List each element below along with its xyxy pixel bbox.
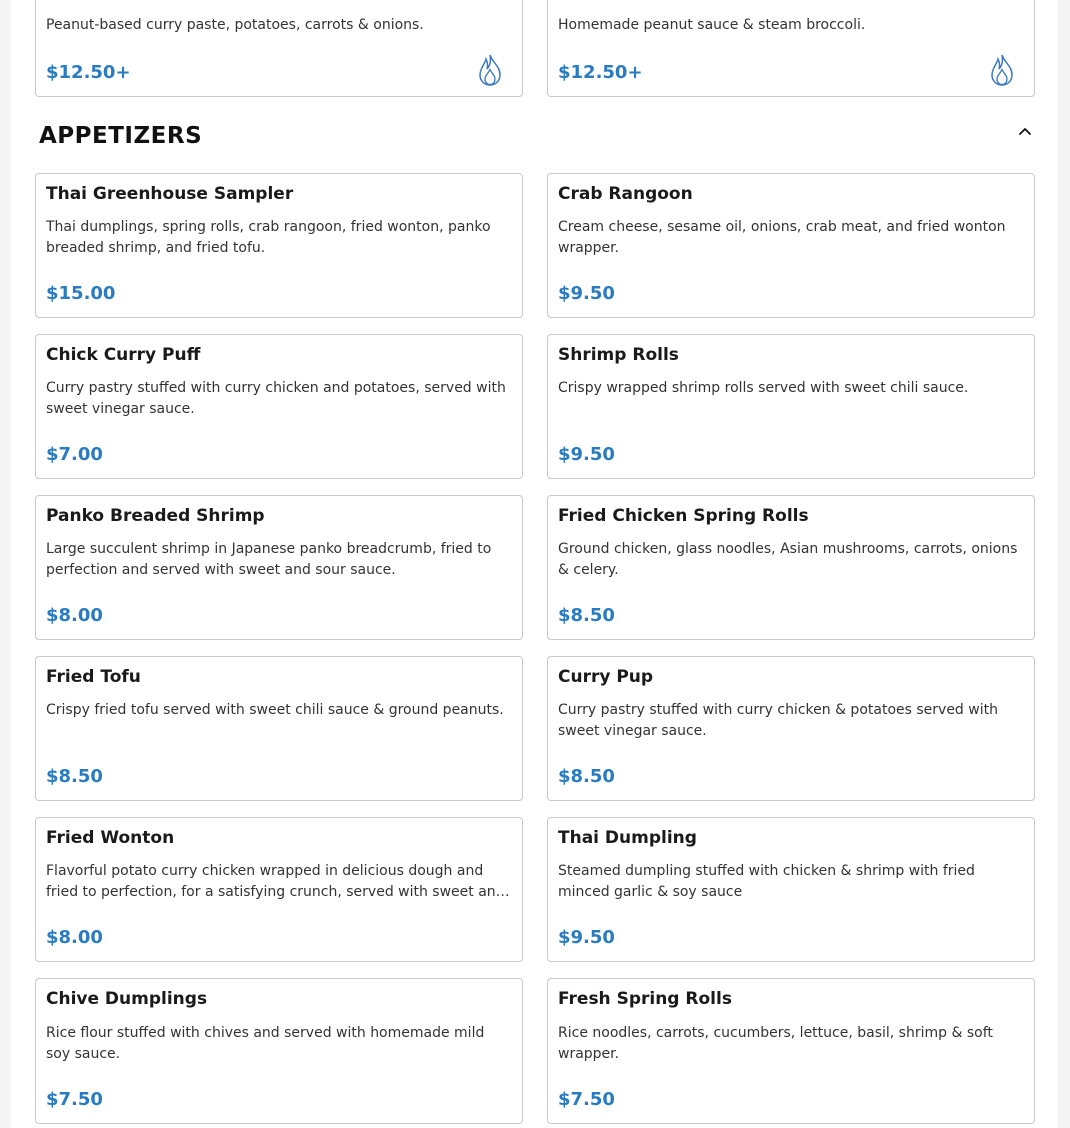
menu-item-price: $8.00 (46, 927, 103, 948)
menu-item-name: Thai Greenhouse Sampler (46, 184, 294, 204)
menu-item-price: $9.50 (558, 283, 615, 304)
menu-item-name: Chick Curry Puff (46, 345, 201, 365)
menu-item-name: Thai Dumpling (558, 828, 697, 848)
menu-item-card[interactable] (547, 173, 1035, 318)
menu-item-card[interactable] (547, 0, 1035, 97)
menu-item-card[interactable] (547, 978, 1035, 1124)
menu-item-card[interactable] (35, 173, 523, 318)
menu-item-price: $9.50 (558, 927, 615, 948)
menu-page (11, 0, 1058, 1128)
menu-item-description: Large succulent shrimp in Japanese panko breadcrumb, fried to perfection and served with sweet and sour sauce. (46, 541, 492, 578)
menu-item-description: Cream cheese, sesame oil, onions, crab meat, and fried wonton wrapper. (558, 219, 1006, 256)
menu-item-name: Panko Breaded Shrimp (46, 506, 265, 526)
menu-item-name: Fresh Spring Rolls (558, 989, 732, 1009)
spicy-flame-icon (476, 53, 504, 87)
menu-item-description: Curry pastry stuffed with curry chicken and potatoes, served with sweet vinegar sauce. (46, 380, 506, 417)
menu-item-description: Crispy wrapped shrimp rolls served with sweet chili sauce. (558, 380, 969, 396)
menu-item-name: Shrimp Rolls (558, 345, 679, 365)
menu-item-price: $7.00 (46, 444, 103, 465)
menu-item-card[interactable] (35, 334, 523, 479)
menu-item-description: Peanut-based curry paste, potatoes, carrots & onions. (46, 17, 424, 33)
menu-item-description: Thai dumplings, spring rolls, crab rangoon, fried wonton, panko breaded shrimp, and fried tofu. (46, 219, 491, 256)
menu-item-name: Crab Rangoon (558, 184, 693, 204)
menu-item-description: Ground chicken, glass noodles, Asian mushrooms, carrots, onions & celery. (558, 541, 1018, 578)
menu-item-description: Rice flour stuffed with chives and served with homemade mild soy sauce. (46, 1025, 485, 1062)
menu-item-price: $8.50 (558, 766, 615, 787)
menu-item-description: Curry pastry stuffed with curry chicken & potatoes served with sweet vinegar sauce. (558, 702, 998, 739)
menu-item-description: Flavorful potato curry chicken wrapped in delicious dough and fried to perfection, for a satisfying crunch, served with sweet an… (46, 863, 510, 900)
menu-item-name: Fried Wonton (46, 828, 175, 848)
chevron-up-icon (1013, 120, 1037, 142)
menu-item-card[interactable] (547, 334, 1035, 479)
menu-item-card[interactable] (35, 656, 523, 801)
menu-item-price: $9.50 (558, 444, 615, 465)
menu-item-price: $12.50+ (46, 62, 131, 83)
menu-item-price: $8.00 (46, 605, 103, 626)
section-collapse-button[interactable] (1013, 120, 1037, 142)
menu-item-description: Rice noodles, carrots, cucumbers, lettuce, basil, shrimp & soft wrapper. (558, 1025, 993, 1062)
menu-item-name: Fried Tofu (46, 667, 141, 687)
menu-item-name: Chive Dumplings (46, 989, 208, 1009)
menu-item-card[interactable] (35, 495, 523, 640)
menu-item-card[interactable] (35, 817, 523, 962)
menu-item-price: $12.50+ (558, 62, 643, 83)
menu-item-description: Crispy fried tofu served with sweet chili sauce & ground peanuts. (46, 702, 504, 718)
menu-item-name: Curry Pup (558, 667, 654, 687)
spicy-flame-icon (988, 53, 1016, 87)
menu-item-description: Steamed dumpling stuffed with chicken & shrimp with fried minced garlic & soy sauce (558, 863, 975, 900)
menu-item-card[interactable] (547, 495, 1035, 640)
menu-item-description: Homemade peanut sauce & steam broccoli. (558, 17, 866, 33)
menu-item-card[interactable] (547, 817, 1035, 962)
menu-item-price: $8.50 (558, 605, 615, 626)
menu-item-price: $15.00 (46, 283, 116, 304)
menu-item-price: $7.50 (46, 1089, 103, 1110)
section-title: APPETIZERS (39, 123, 203, 149)
menu-item-price: $8.50 (46, 766, 103, 787)
menu-item-name: Fried Chicken Spring Rolls (558, 506, 809, 526)
menu-item-price: $7.50 (558, 1089, 615, 1110)
menu-item-card[interactable] (547, 656, 1035, 801)
menu-item-card[interactable] (35, 978, 523, 1124)
menu-item-card[interactable] (35, 0, 523, 97)
